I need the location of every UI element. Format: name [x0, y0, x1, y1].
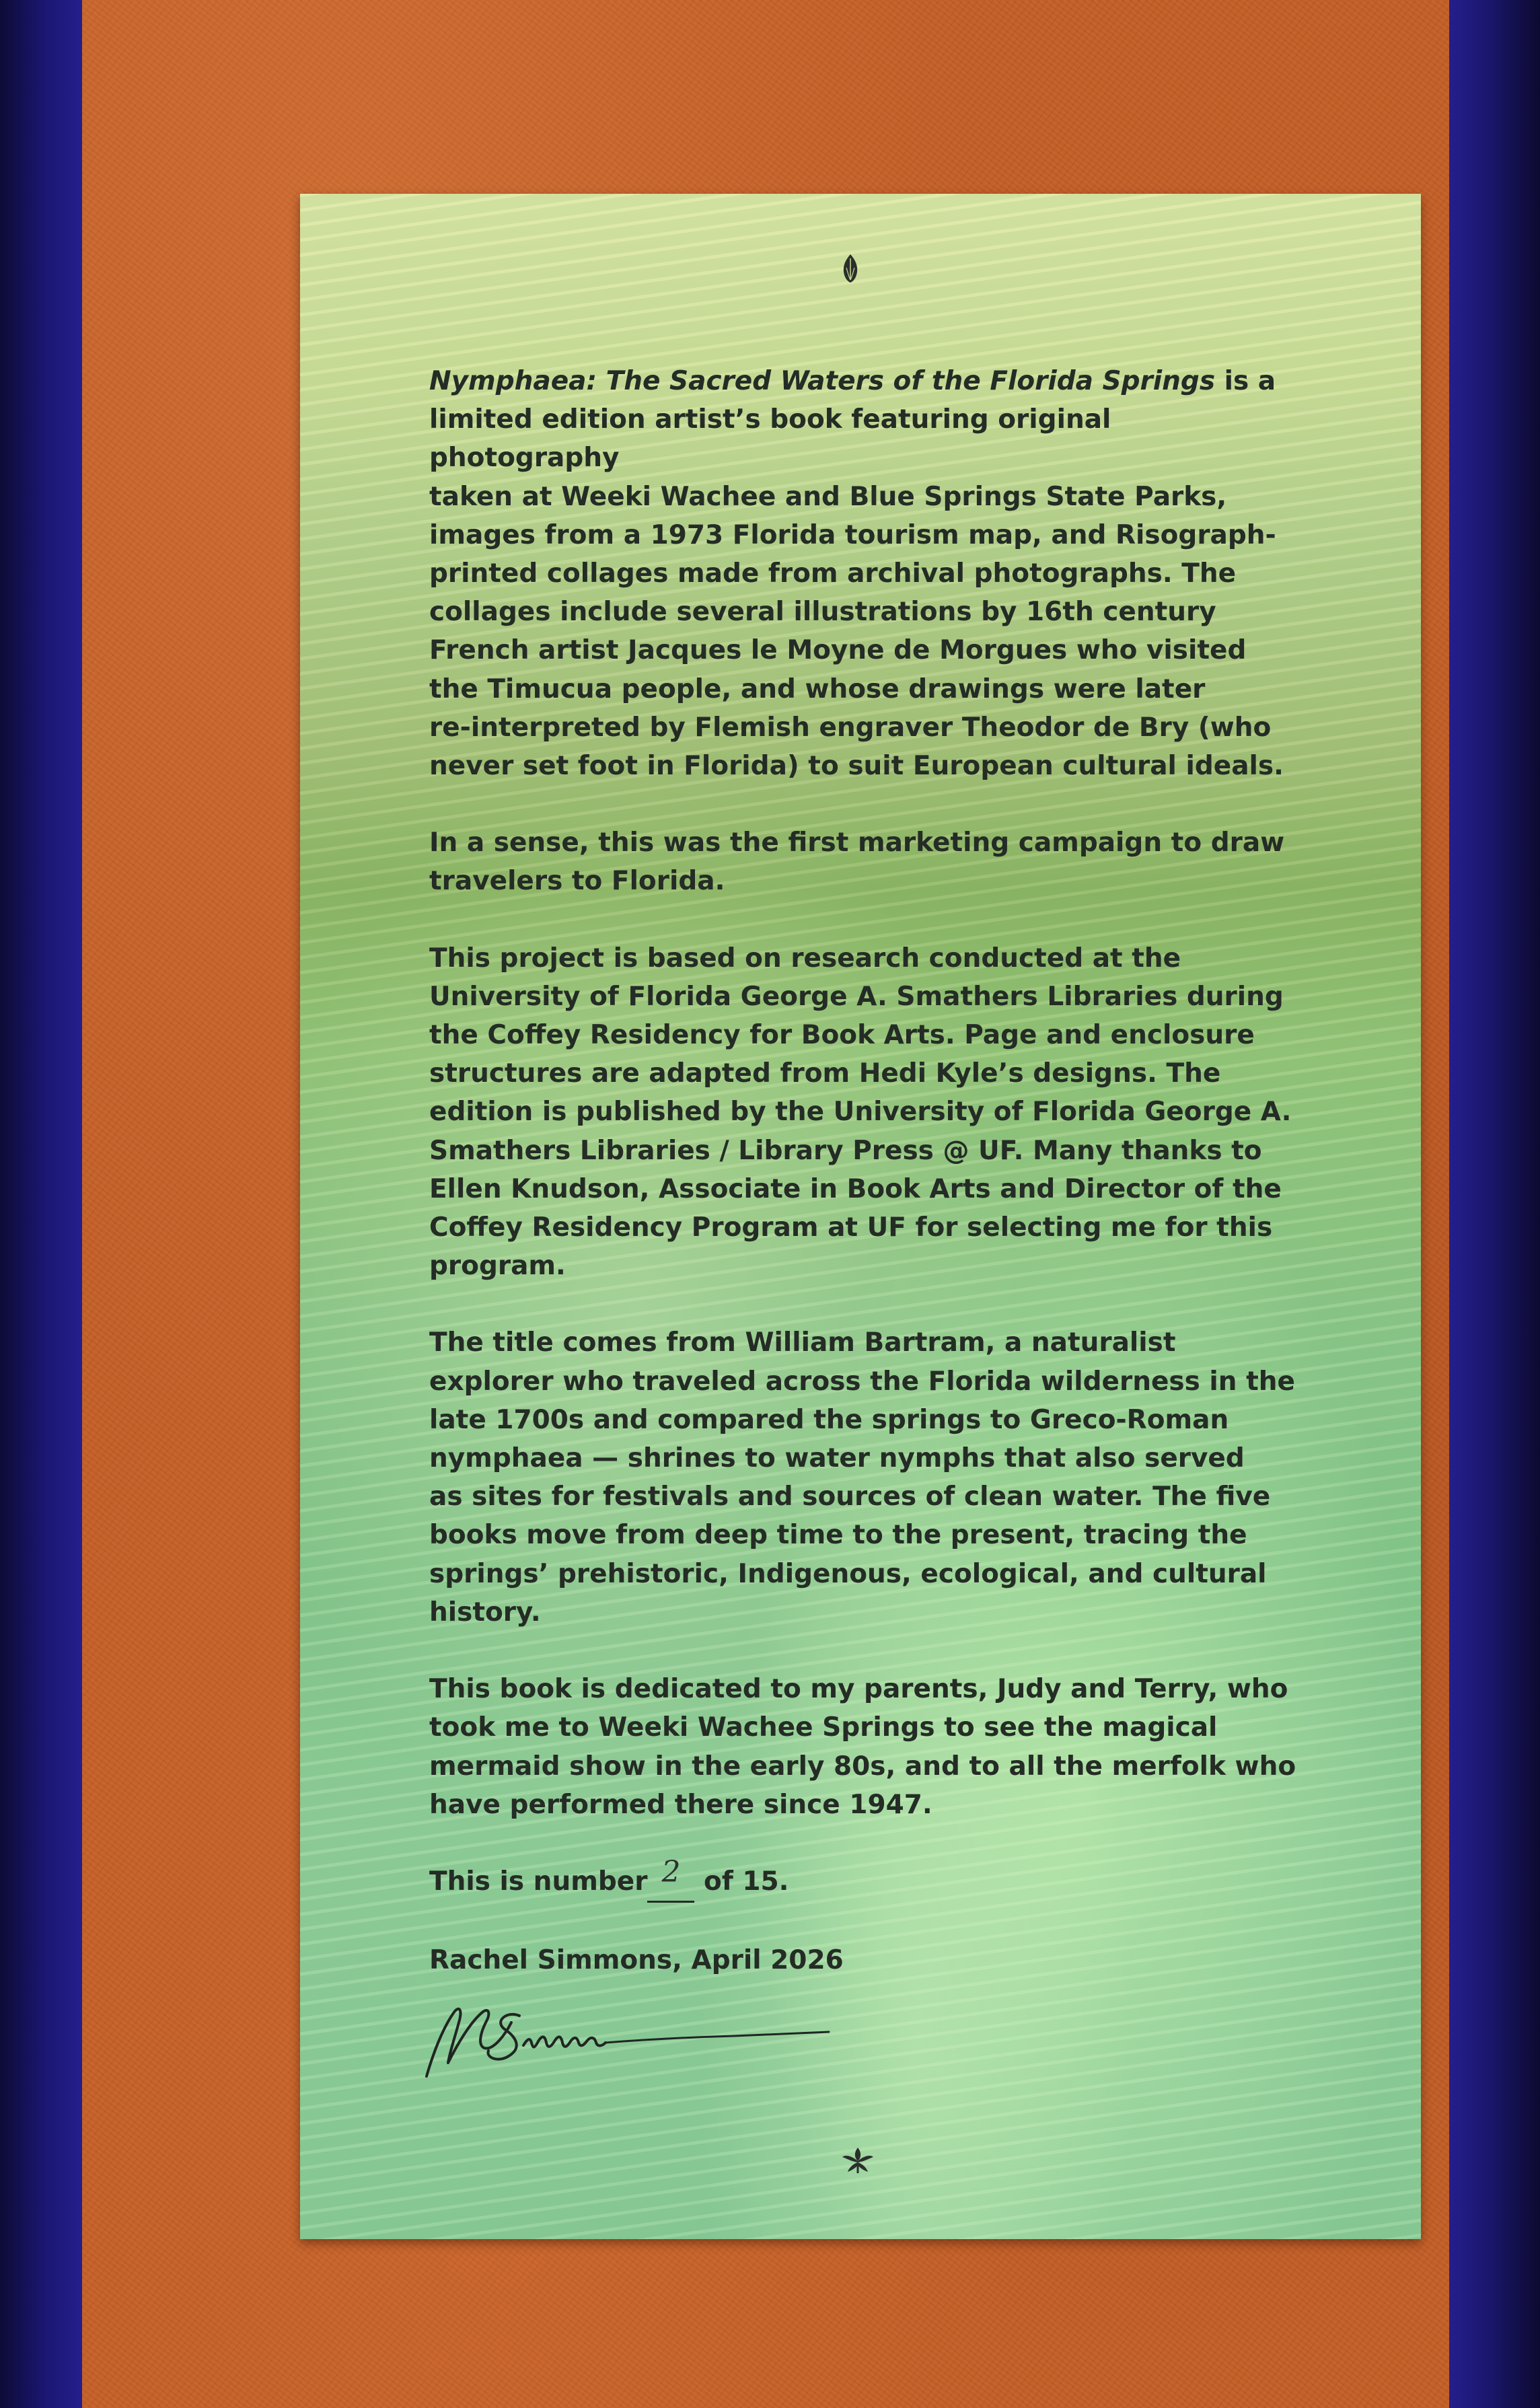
edition-number-handwritten: 2: [661, 1854, 681, 1889]
research-paragraph: This project is based on research conducted at the University of Florida George A. Smathers Libraries during the Coffey Residency for Book Arts. Page and enclosure structures are adapted from Hedi Kyle’s designs. The edition is published by the University of Florida George A. Smathers Libraries / Library Press @ UF. Many thanks to Ellen Knudson, Associate in Book Arts and Director of the Coffey Residency Program at UF for selecting me for this program.: [429, 943, 1292, 1282]
author-date-line: Rachel Simmons, April 2026: [429, 1945, 844, 1976]
intro-paragraph: [429, 362, 1304, 785]
edition-number-blank: [647, 1854, 694, 1903]
title-origin-paragraph: The title comes from William Bartram, a naturalist explorer who traveled across the Florida wilderness in the late 1700s and compared the springs to Greco-Roman nymphaea — shrines to water nymphs that also served as sites for festivals and sources of clean water. The five books move from deep time to the present, tracing the springs’ prehistoric, Indigenous, ecological, and cultural history.: [429, 1327, 1295, 1628]
edition-number-suffix: of 15.: [704, 1866, 789, 1897]
frame-left-edge: [0, 0, 82, 2408]
edition-number-line: [429, 1854, 1304, 1903]
edition-number-prefix: This is number: [429, 1866, 648, 1897]
colophon-page: [300, 194, 1421, 2239]
book-title: Nymphaea: The Sacred Waters of the Florida Springs: [429, 366, 1216, 396]
author-signature: [418, 1983, 836, 2084]
frame-right-edge: [1449, 0, 1540, 2408]
intro-paragraph-body: is a limited edition artist’s book featuring original photography taken at Weeki Wachee and Blue Springs State Parks, images from a 1973 Florida tourism map, and Risograph- printed collages made from archival photographs. The collages include several illustrations by 16th century French artist Jacques le Moyne de Morgues who visited the Timucua people, and whose drawings were later re-interpreted by Flemish engraver Theodor de Bry (who never set foot in Florida) to suit European cultural ideals.: [429, 366, 1284, 782]
mat-board: [82, 0, 1449, 2408]
marketing-paragraph: In a sense, this was the first marketing campaign to draw travelers to Florida.: [429, 828, 1285, 897]
lotus-bud-icon: [839, 253, 862, 284]
lotus-flower-icon: [840, 2145, 876, 2175]
dedication-paragraph: This book is dedicated to my parents, Judy and Terry, who took me to Weeki Wachee Springs to see the magical mermaid show in the early 80s, and to all the merfolk who have performed there since 1947.: [429, 1674, 1296, 1820]
colophon-text: [429, 362, 1304, 2018]
